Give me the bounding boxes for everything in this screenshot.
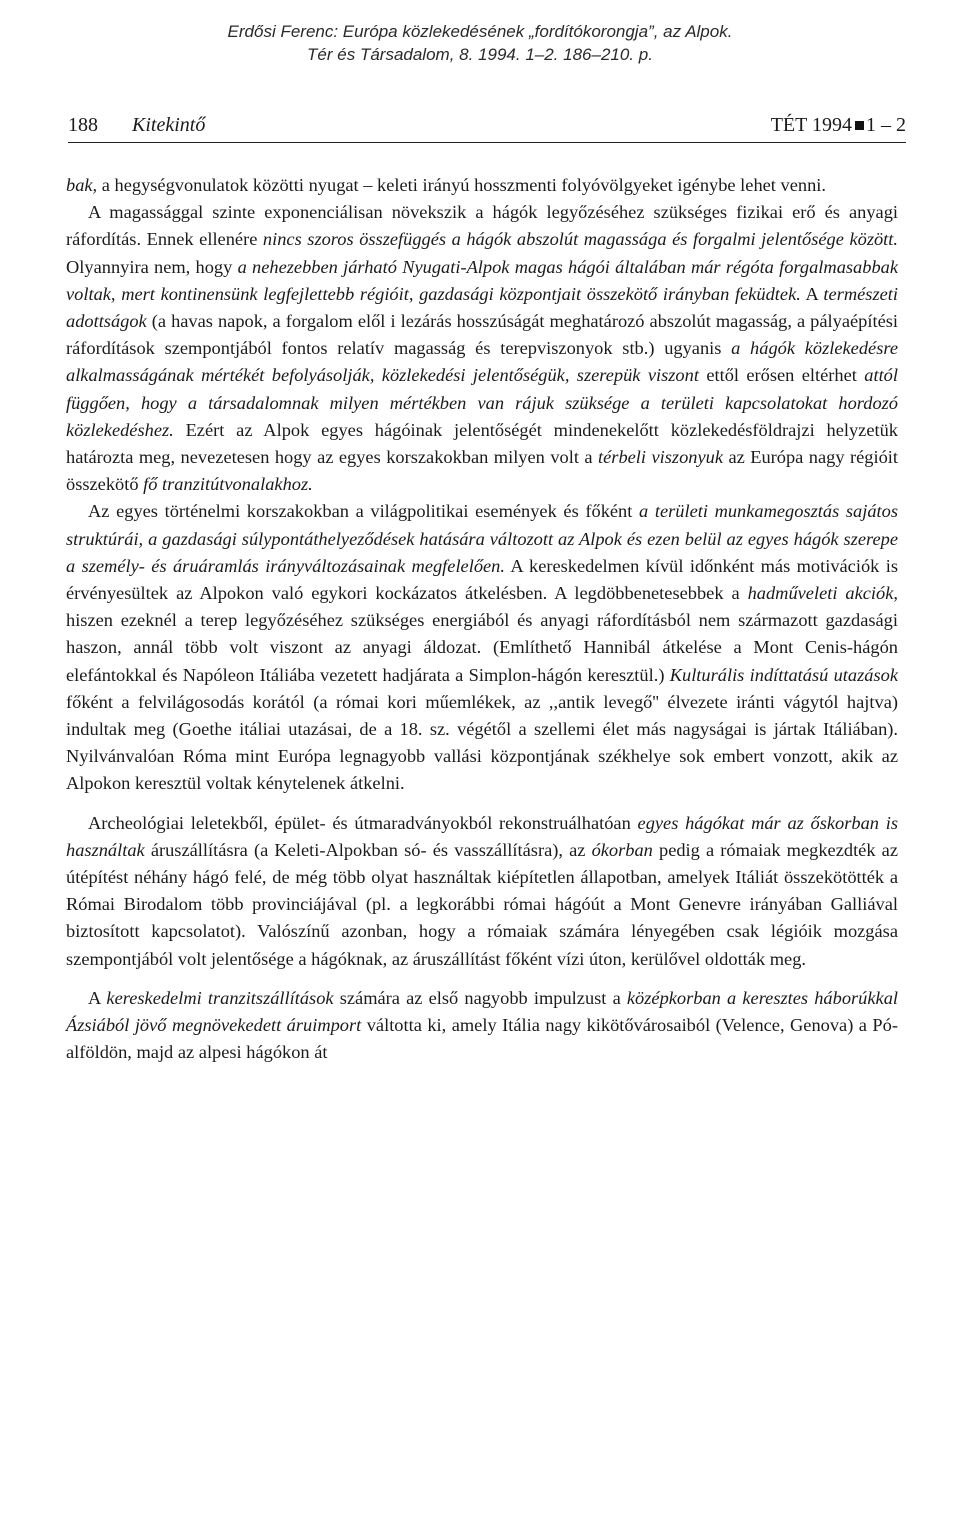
text-run: főként a felvilágosodás korától (a római kori műemlékek, az ,,antik levegő'' élvezete iránti vágytól hajtva) indultak meg (Goethe itáliai utazásai, de a 18. sz. végétől a szellemi élet más nagyságai is jártak Itáliában). Nyilvánvalóan Róma mint Európa legnagyobb vallási központjának székhelye sok embert vonzott, akik az Alpokon keresztül voltak kénytelenek átkelni. (66, 691, 898, 794)
section-title: Kitekintő (132, 114, 206, 136)
square-bullet-icon (855, 121, 864, 130)
text-run: pedig a rómaiak megkezdték az útépítést néhány hágó felé, de még több olyat használtak kiépítetlen állapotban, amelyek Itáliát összekötötték a Római Birodalom több provinciájával (pl. a legkorábbi római hágóút a Mont Genevre irányában Galliával biztosított kapcsolatot). Valószínű azonban, hogy a rómaiak számára lényegében csak légióik mozgása szempontjából volt jelentősége a hágóknak, az áruszállítást főként vízi úton, kerülővel oldották meg. (66, 839, 898, 969)
italic-text-run: a területi munkamegosztás sajátos struktúrái, a gazdasági súlypontáthelyeződések hatására változott az Alpok és ezen belül az egyes hágók szerepe a személy- és áruáramlás irányváltozásainak megfelelően. (66, 501, 898, 576)
italic-text-run: a nehezebben járható Nyugati-Alpok magas hágói általában már régóta forgalmasabbak voltak, mert kontinensünk legfejlettebb régióit, gazdasági központjait összekötő irányban feküdtek. (66, 256, 898, 304)
text-run: ettől erősen eltérhet (698, 365, 865, 386)
text-run: (a havas napok, a forgalom elől i lezárás hosszúságát meghatározó abszolút magasság, a pályaépítési ráfordítások szempontjából fontos relatív magasság és terepviszonyok stb.) ugyanis (66, 311, 898, 359)
text-run: Olyannyira nem, hogy (66, 256, 238, 277)
article-body (66, 172, 898, 1067)
paragraph-5 (66, 985, 898, 1067)
text-run: Az egyes történelmi korszakokban a világpolitikai események és főként (88, 501, 639, 522)
running-head (68, 112, 906, 143)
text-run: A magassággal szinte exponenciálisan növekszik a hágók legyőzéséhez szükséges fizikai erő és anyagi ráfordítás. Ennek ellenére (66, 202, 898, 250)
paragraph-2 (66, 199, 898, 498)
italic-text-run: ókorban (591, 839, 653, 860)
italic-text-run: bak, (66, 175, 98, 195)
text-run: áruszállításra (a Keleti-Alpokban só- és vasszállításra), az (144, 839, 592, 860)
italic-text-run: nincs szoros összefüggés a hágók abszolút magassága és forgalmi jelentősége között. (262, 229, 898, 250)
text-run: az Európa nagy régióit összekötő (66, 447, 898, 495)
text-run: A (88, 987, 107, 1008)
journal-name: TÉT 1994 (770, 114, 852, 136)
citation-line-1: Erdősi Ferenc: Európa közlekedésének „fordítókorongja”, az Alpok. (227, 22, 733, 41)
text-run: Ezért az Alpok egyes hágóinak jelentőségét mindenekelőtt közlekedésföldrajzi helyzetük határozta meg, nevezetesen hogy az egyes korszakokban milyen volt a (66, 419, 898, 468)
page-number: 188 (68, 114, 98, 136)
italic-text-run: kereskedelmi tranzitszállítások (106, 987, 334, 1008)
paragraph-3 (66, 498, 898, 797)
text-run: hiszen ezeknél a terep legyőzéséhez szükséges energiából és anyagi ráfordításból nem származott gazdasági haszon, annál több volt viszont az anyagi áldozat. (Említhető Hannibál átkelése a Mont Cenis-hágón elefántokkal és Napóleon Itáliába vezetett hadjárata a Simplon-hágón keresztül.) (66, 610, 898, 685)
italic-text-run: Kulturális indíttatású utazások (669, 664, 898, 685)
paragraph-4 (66, 810, 898, 973)
italic-text-run: egyes hágókat már az őskorban is használtak (66, 812, 898, 860)
italic-text-run: a hágók közlekedésre alkalmasságának mértékét befolyásolják, közlekedési jelentőségük, szerepük viszont (66, 338, 898, 386)
italic-text-run: attól függően, hogy a társadalomnak milyen mértékben van rájuk szüksége a területi kapcsolatokat hordozó közlekedéshez. (66, 365, 898, 440)
text-run: A kereskedelmen kívül időnként más motivációk is érvényesültek az Alpokon való egykori kockázatos átkelésben. A legdöbbenetesebbek a (66, 555, 898, 604)
italic-text-run: térbeli viszonyuk (598, 447, 723, 468)
journal-issue (771, 114, 906, 137)
italic-text-run: középkorban a keresztes háborúkkal Ázsiából jövő megnövekedett áruimport (66, 987, 898, 1036)
italic-text-run: fő tranzitútvonalakhoz. (143, 474, 313, 495)
italic-text-run: természeti adottságok (66, 283, 898, 332)
text-run: Archeológiai leletekből, épület- és útmaradványokból rekonstruálhatóan (88, 812, 638, 833)
paragraph-1 (66, 172, 898, 199)
citation-line-2: Tér és Társadalom, 8. 1994. 1–2. 186–210. p. (307, 45, 653, 64)
italic-text-run: hadműveleti akciók, (747, 583, 898, 604)
text-run: a hegységvonulatok közötti nyugat – keleti irányú hosszmenti folyóvölgyeket igénybe lehet venni. (97, 175, 826, 195)
text-run: számára az első nagyobb impulzust a (333, 987, 627, 1008)
text-run: váltotta ki, amely Itália nagy kikötővárosaiból (Velence, Genova) a Pó-alföldön, majd az alpesi hágókon át (66, 1015, 898, 1063)
citation-header (0, 20, 960, 66)
text-run: A (800, 283, 824, 304)
issue-number: 1 – 2 (866, 114, 906, 136)
